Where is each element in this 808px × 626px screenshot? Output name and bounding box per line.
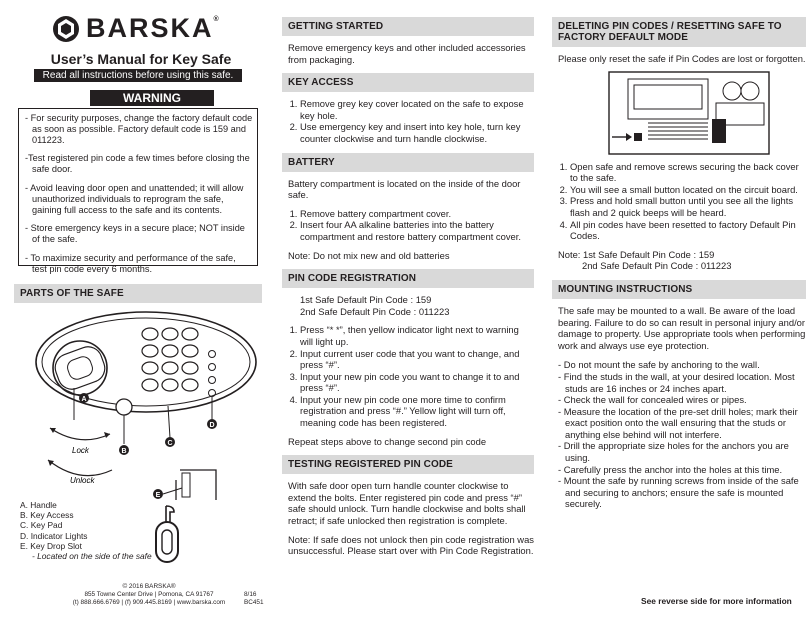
manual-title: User’s Manual for Key Safe <box>50 51 232 67</box>
keypad-button <box>182 328 198 340</box>
warning-item: - For security purposes, change the factory default code as soon as possible. Factory default code is 159 and 011223. <box>25 113 253 145</box>
keypad-button <box>142 345 158 357</box>
indicator-lights <box>209 351 216 397</box>
step: 3. Input your new pin code you want to change it to and press “#”. <box>300 371 534 394</box>
key-pad <box>142 328 198 391</box>
testing-heading: TESTING REGISTERED PIN CODE <box>282 455 534 474</box>
lock-arrow <box>50 428 110 440</box>
battery-note: Note: Do not mix new and old batteries <box>288 249 450 261</box>
svg-text:E: E <box>155 492 161 499</box>
keypad-button <box>142 328 158 340</box>
parts-legend <box>20 500 152 561</box>
circuit-board-diagram <box>608 71 770 155</box>
emergency-key-icon <box>150 500 186 572</box>
legend-item: D. Indicator Lights <box>20 530 88 541</box>
step: 2. Insert four AA alkaline batteries into the battery compartment and restore battery compartment cover. <box>300 219 534 242</box>
keypad-button <box>142 362 158 374</box>
unlock-arrow <box>48 460 112 476</box>
mounting-item: - Mount the safe by running screws from inside of the safe and securing to anchors; ensure the safe is mounted securely. <box>558 475 799 510</box>
barska-logo <box>52 13 221 44</box>
pin-repeat: Repeat steps above to change second pin code <box>288 435 487 447</box>
footer-date: 8/16 <box>244 591 257 598</box>
step: 2. Input current user code that you want to change, and press “#”. <box>300 348 534 371</box>
svg-text:B: B <box>121 448 127 455</box>
step: 1. Remove grey key cover located on the safe to expose key hole. <box>300 98 534 121</box>
footer-code <box>244 591 264 607</box>
keypad-button <box>182 362 198 374</box>
deleting-steps <box>558 161 806 242</box>
safe-front-diagram <box>18 310 264 500</box>
keypad-button <box>142 379 158 391</box>
legend-item: C. Key Pad <box>20 520 63 531</box>
testing-text: With safe door open turn handle counter clockwise to extend the bolts. Enter registered pin code and press “#” safe should unlock. Turn handle clockwise and bolts shall retract; if safe unlocked then registration is complete. <box>288 480 526 527</box>
battery-heading: BATTERY <box>282 153 534 172</box>
column-right <box>552 0 806 510</box>
footer-contact: (t) 888.666.6769 | (f) 909.445.8169 | www.barska.com <box>72 599 226 607</box>
step: 2. Use emergency key and insert into key hole, turn key counter clockwise and turn handle clockwise. <box>300 121 534 144</box>
deleting-heading: DELETING PIN CODES / RESETTING SAFE TO FACTORY DEFAULT MODE <box>552 17 806 47</box>
callout-a <box>79 393 89 403</box>
pin-registration-heading: PIN CODE REGISTRATION <box>282 269 534 288</box>
testing-note: Note: If safe does not unlock then pin code registration was unsuccessful. Please start over with Pin Code Registration. <box>288 533 534 557</box>
legend-item: E. Key Drop Slot <box>20 540 82 551</box>
pin-default-2: 2nd Safe Default Pin Code : 011223 <box>300 305 450 317</box>
mounting-item: - Carefully press the anchor into the holes at this time. <box>558 463 783 475</box>
see-reverse-note: See reverse side for more information <box>641 596 792 606</box>
svg-text:C: C <box>167 440 173 447</box>
footer-copyright: © 2016 BARSKA® <box>122 583 176 590</box>
key-access-cover <box>116 399 132 415</box>
footer-address: 855 Towne Center Drive | Pomona, CA 91767 <box>84 591 214 599</box>
legend-item: B. Key Access <box>20 510 74 521</box>
column-middle <box>282 0 534 557</box>
keypad-button <box>162 345 178 357</box>
warning-box <box>18 108 258 274</box>
lock-label: Lock <box>72 446 89 455</box>
key-access-steps <box>288 98 534 144</box>
mounting-list <box>558 359 806 510</box>
battery-steps <box>288 208 534 243</box>
key-access-heading: KEY ACCESS <box>282 73 534 92</box>
barska-logo-icon <box>52 15 80 43</box>
footer-model: BC451 <box>244 599 264 607</box>
handle <box>51 341 108 395</box>
svg-text:A: A <box>81 396 87 403</box>
keypad-button <box>162 379 178 391</box>
step: 3. Press and hold small button until you see all the lights flash and 2 quick beeps will be heard. <box>570 195 806 218</box>
mounting-item: - Drill the appropriate size holes for the anchors you are using. <box>558 440 789 464</box>
callout-c <box>165 437 175 447</box>
deleting-note-1: Note: 1st Safe Default Pin Code : 159 <box>558 248 715 260</box>
step: 1. Open safe and remove screws securing the back cover to the safe. <box>570 161 806 184</box>
battery-intro: Battery compartment is located on the inside of the door safe. <box>288 177 521 201</box>
step: 2. You will see a small button located on the circuit board. <box>570 184 806 196</box>
deleting-note-2: 2nd Safe Default Pin Code : 011223 <box>582 260 732 272</box>
step: 4. Input your new pin code one more time to confirm registration and press “#.” Yellow light will turn off, meaning code has been registered. <box>300 394 534 429</box>
read-all-banner: Read all instructions before using this safe. <box>34 69 242 82</box>
step: 1. Remove battery compartment cover. <box>300 208 534 220</box>
keypad-button <box>162 362 178 374</box>
mounting-intro: The safe may be mounted to a wall. Be aware of the load bearing. Failure to do so can result in personal injury and/or damage to property. Use appropriate tools when performing work and always use eye protection. <box>558 304 806 351</box>
warning-item: - Avoid leaving door open and unattended; it will allow unauthorized individuals to reprogram the safe, gaining full access to the safe and its contents. <box>25 182 244 215</box>
mounting-heading: MOUNTING INSTRUCTIONS <box>552 280 806 299</box>
warning-item: -Test registered pin code a few times before closing the safe door. <box>25 153 250 175</box>
warning-heading: WARNING <box>90 90 214 106</box>
unlock-label: Unlock <box>70 476 95 485</box>
callout-d <box>207 419 217 429</box>
warning-item: - To maximize security and performance of the safe, test pin code every 6 months. <box>25 252 236 274</box>
getting-started-heading: GETTING STARTED <box>282 17 534 36</box>
mounting-item: - Check the wall for concealed wires or pipes. <box>558 394 747 406</box>
mounting-item: - Do not mount the safe by anchoring to the wall. <box>558 359 760 371</box>
keypad-button <box>162 328 178 340</box>
warning-item: - Store emergency keys in a secure place; NOT inside of the safe. <box>25 223 245 245</box>
mounting-item: - Measure the location of the pre-set drill holes; mark their exact position onto the wall ensuring that the studs or anything else behind will not interfere. <box>558 405 798 440</box>
svg-text:D: D <box>209 422 215 429</box>
parts-heading: PARTS OF THE SAFE <box>14 284 262 303</box>
key-drop-slot <box>153 470 216 500</box>
keypad-button <box>182 379 198 391</box>
keypad-button <box>182 345 198 357</box>
logo-wordmark: BARSKA® <box>86 13 221 43</box>
callout-b <box>119 445 129 455</box>
footer <box>56 583 242 608</box>
getting-started-text: Remove emergency keys and other included accessories from packaging. <box>288 42 526 65</box>
legend-note: - Located on the side of the safe <box>32 551 152 562</box>
legend-item: A. Handle <box>20 500 57 510</box>
step: 4. All pin codes have been resetted to factory Default Pin Codes. <box>570 219 806 242</box>
mounting-item: - Find the studs in the wall, at your desired location. Most studs are 16 inches or 24 inches apart. <box>558 370 795 394</box>
step: 1. Press “* *”, then yellow indicator light next to warning will light up. <box>300 324 534 347</box>
deleting-intro: Please only reset the safe if Pin Codes are lost or forgotten. <box>558 53 806 64</box>
pin-default-1: 1st Safe Default Pin Code : 159 <box>300 294 432 306</box>
pin-registration-steps <box>288 324 534 428</box>
